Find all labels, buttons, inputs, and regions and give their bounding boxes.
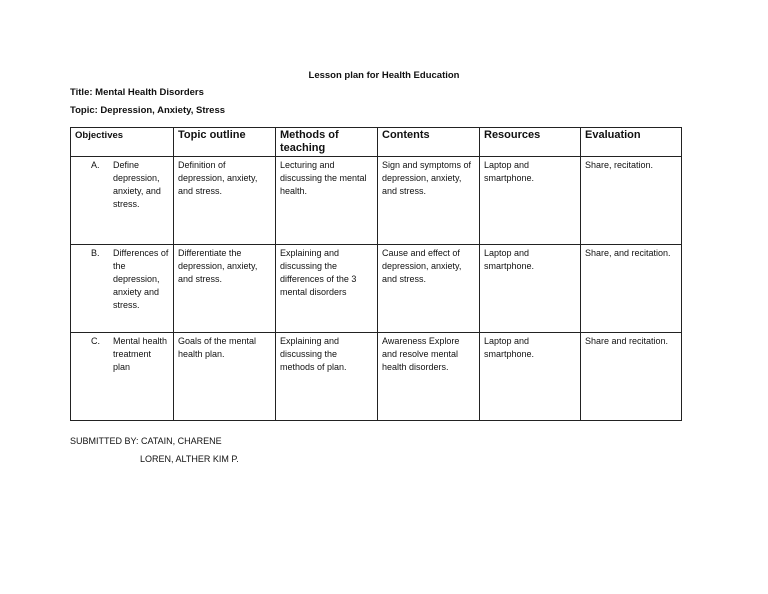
table-row	[71, 157, 682, 245]
list-marker: A.	[91, 160, 100, 170]
contents-cell: Sign and symptoms of depression, anxiety, and stress.	[378, 157, 480, 245]
objective-cell	[71, 157, 174, 245]
methods-cell: Explaining and discussing the differences of the 3 mental disorders	[276, 245, 378, 333]
lesson-title: Title: Mental Health Disorders	[70, 87, 204, 98]
header-methods-of-teaching: Methods of teaching	[276, 128, 378, 157]
objective-text: Differences of the depression, anxiety and stress.	[113, 248, 169, 310]
header-objectives: Objectives	[71, 128, 174, 157]
header-evaluation: Evaluation	[581, 128, 682, 157]
methods-cell: Explaining and discussing the methods of plan.	[276, 333, 378, 421]
objective-text: Define depression, anxiety, and stress.	[113, 160, 161, 209]
submitted-by-line2: LOREN, ALTHER KIM P.	[140, 454, 239, 464]
header-topic-outline: Topic outline	[174, 128, 276, 157]
submitted-by	[70, 436, 239, 464]
document-title: Lesson plan for Health Education	[308, 70, 460, 81]
table-row	[71, 245, 682, 333]
table-row	[71, 333, 682, 421]
evaluation-cell: Share and recitation.	[581, 333, 682, 421]
header-resources: Resources	[480, 128, 581, 157]
submitted-by-line1: SUBMITTED BY: CATAIN, CHARENE	[70, 436, 222, 446]
resources-cell: Laptop and smartphone.	[480, 245, 581, 333]
topic-outline-cell: Differentiate the depression, anxiety, and stress.	[174, 245, 276, 333]
topic-outline-cell: Goals of the mental health plan.	[174, 333, 276, 421]
table-header-row	[71, 128, 682, 157]
objective-text: Mental health treatment plan	[113, 336, 168, 372]
resources-cell: Laptop and smartphone.	[480, 333, 581, 421]
methods-cell: Lecturing and discussing the mental health.	[276, 157, 378, 245]
lesson-plan-table	[70, 127, 682, 421]
topic-outline-cell: Definition of depression, anxiety, and stress.	[174, 157, 276, 245]
objective-cell	[71, 245, 174, 333]
contents-cell: Cause and effect of depression, anxiety, and stress.	[378, 245, 480, 333]
list-marker: C.	[91, 336, 100, 346]
objective-cell	[71, 333, 174, 421]
contents-cell: Awareness Explore and resolve mental health disorders.	[378, 333, 480, 421]
resources-cell: Laptop and smartphone.	[480, 157, 581, 245]
list-marker: B.	[91, 248, 100, 258]
header-contents: Contents	[378, 128, 480, 157]
evaluation-cell: Share, recitation.	[581, 157, 682, 245]
lesson-topic: Topic: Depression, Anxiety, Stress	[70, 105, 226, 116]
evaluation-cell: Share, and recitation.	[581, 245, 682, 333]
